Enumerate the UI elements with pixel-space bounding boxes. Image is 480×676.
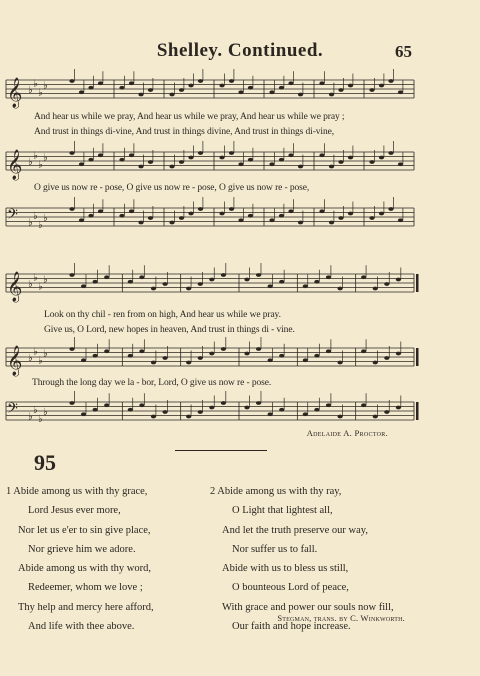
note-head — [348, 212, 353, 216]
note-head — [388, 207, 393, 211]
note-head — [162, 282, 167, 286]
verse-line: O Light that lightest all, — [232, 505, 333, 517]
lyric-line: Look on thy chil - ren from on high, And hear us while we pray. — [44, 310, 281, 320]
verse-line: Abide among us with thy word, — [18, 563, 151, 575]
note-head — [129, 209, 134, 213]
note-head — [379, 84, 384, 88]
note-head — [186, 287, 191, 291]
verse-line: 2 Abide among us with thy ray, — [210, 486, 342, 497]
note-head — [138, 221, 143, 225]
verse-line: Nor suffer us to fall. — [232, 543, 318, 555]
note-head — [188, 212, 193, 216]
treble-clef-icon: 𝄞 — [7, 78, 23, 108]
note-head — [138, 93, 143, 97]
note-head — [93, 408, 98, 412]
flat-icon: ♭ — [28, 279, 33, 290]
note-head — [128, 354, 133, 358]
verse-line: Nor grieve him we adore. — [28, 543, 136, 555]
verse-line: O bounteous Lord of peace, — [232, 582, 349, 594]
note-head — [329, 93, 334, 97]
note-head — [169, 221, 174, 225]
note-head — [279, 354, 284, 358]
treble-clef-icon: 𝄞 — [7, 150, 23, 180]
note-head — [326, 275, 331, 279]
note-head — [188, 84, 193, 88]
note-head — [314, 408, 319, 412]
page-title: Shelley. Continued. — [156, 40, 324, 61]
note-head — [319, 153, 324, 157]
note-head — [198, 410, 203, 414]
flat-icon: ♭ — [43, 348, 48, 360]
note-head — [104, 349, 109, 353]
note-head — [348, 84, 353, 88]
note-head — [186, 415, 191, 419]
flat-icon: ♭ — [38, 159, 43, 171]
note-head — [88, 158, 93, 162]
note-head — [79, 218, 84, 222]
note-head — [198, 356, 203, 360]
note-head — [79, 162, 84, 166]
note-head — [88, 86, 93, 90]
note-head — [148, 216, 153, 220]
note-head — [256, 401, 261, 405]
note-head — [288, 81, 293, 85]
note-head — [119, 86, 124, 90]
flat-icon: ♭ — [28, 217, 33, 229]
note-head — [209, 406, 214, 410]
note-head — [279, 408, 284, 412]
note-head — [69, 151, 74, 155]
note-head — [129, 153, 134, 157]
note-head — [314, 354, 319, 358]
final-barline — [416, 274, 419, 292]
note-head — [229, 151, 234, 155]
note-head — [219, 156, 224, 160]
note-head — [248, 214, 253, 218]
lyric-line: And hear us while we pray, And hear us while we pray, And hear us while we pray ; — [34, 112, 345, 122]
note-head — [398, 218, 403, 222]
treble-staff-1b — [0, 148, 480, 178]
note-head — [244, 352, 249, 356]
note-head — [298, 165, 303, 169]
note-head — [186, 361, 191, 365]
note-head — [314, 280, 319, 284]
note-head — [361, 349, 366, 353]
note-head — [93, 354, 98, 358]
lyric-line: O give us now re - pose, O give us now re - pose, O give us now re - pose, — [34, 183, 310, 193]
note-head — [279, 158, 284, 162]
verse-line: And let the truth preserve our way, — [222, 524, 368, 536]
note-head — [238, 218, 243, 222]
note-head — [326, 349, 331, 353]
flat-icon: ♭ — [33, 150, 38, 162]
final-barline — [416, 348, 419, 366]
note-head — [148, 88, 153, 92]
note-head — [384, 410, 389, 414]
flat-icon: ♭ — [43, 152, 48, 164]
note-head — [369, 216, 374, 220]
note-head — [329, 221, 334, 225]
note-head — [169, 165, 174, 169]
bass-clef-icon: 𝄢 — [7, 400, 18, 421]
verse-line: With grace and power our souls now fill, — [222, 601, 394, 613]
note-head — [338, 216, 343, 220]
note-head — [361, 403, 366, 407]
flat-icon: ♭ — [33, 272, 38, 284]
lyric-line: Through the long day we la - bor, Lord, O give us now re - pose. — [32, 378, 272, 388]
note-head — [269, 90, 274, 94]
flat-icon: ♭ — [28, 411, 33, 423]
note-head — [148, 160, 153, 164]
note-head — [179, 88, 184, 92]
note-head — [219, 84, 224, 88]
note-head — [369, 160, 374, 164]
bass-staff-2 — [0, 398, 480, 428]
note-head — [269, 218, 274, 222]
note-head — [288, 209, 293, 213]
flat-icon: ♭ — [43, 407, 48, 418]
note-head — [139, 349, 144, 353]
note-head — [219, 212, 224, 216]
note-head — [128, 280, 133, 284]
treble-staff-2b — [0, 344, 480, 374]
note-head — [373, 361, 378, 365]
flat-icon: ♭ — [33, 404, 38, 416]
note-head — [319, 81, 324, 85]
note-head — [248, 86, 253, 90]
note-head — [373, 287, 378, 291]
bass-staff-1 — [0, 204, 480, 234]
verse-line: Nor let us e'er to sin give place, — [18, 524, 151, 536]
note-head — [198, 282, 203, 286]
note-head — [128, 408, 133, 412]
note-head — [388, 79, 393, 83]
note-head — [244, 278, 249, 282]
note-head — [98, 81, 103, 85]
note-head — [98, 209, 103, 213]
page-number: 65 — [395, 42, 412, 61]
note-head — [398, 162, 403, 166]
note-head — [268, 284, 273, 288]
verse-line: Thy help and mercy here afford, — [18, 601, 154, 613]
note-head — [398, 90, 403, 94]
note-head — [162, 356, 167, 360]
note-head — [329, 165, 334, 169]
note-head — [268, 412, 273, 416]
lyric-line: And trust in things di-vine, And trust in things divine, And trust in things di-vine, — [34, 127, 334, 137]
note-head — [81, 284, 86, 288]
note-head — [104, 403, 109, 407]
note-head — [119, 214, 124, 218]
note-head — [169, 93, 174, 97]
note-head — [384, 356, 389, 360]
flat-icon: ♭ — [33, 346, 38, 358]
note-head — [338, 88, 343, 92]
flat-icon: ♭ — [28, 157, 33, 168]
note-head — [209, 278, 214, 282]
flat-icon: ♭ — [28, 85, 33, 96]
note-head — [139, 403, 144, 407]
note-head — [98, 153, 103, 157]
flat-icon: ♭ — [38, 87, 43, 99]
verse-1 — [6, 482, 154, 636]
flat-icon: ♭ — [43, 213, 48, 224]
note-head — [229, 79, 234, 83]
note-head — [104, 275, 109, 279]
flat-icon: ♭ — [43, 80, 48, 92]
bass-clef-icon: 𝄢 — [7, 206, 18, 227]
note-head — [279, 280, 284, 284]
note-head — [221, 347, 226, 351]
note-head — [69, 207, 74, 211]
note-head — [337, 361, 342, 365]
note-head — [248, 158, 253, 162]
note-head — [151, 361, 156, 365]
flat-icon: ♭ — [33, 210, 38, 222]
note-head — [151, 415, 156, 419]
note-head — [337, 415, 342, 419]
note-head — [221, 401, 226, 405]
note-head — [396, 278, 401, 282]
note-head — [139, 275, 144, 279]
note-head — [369, 88, 374, 92]
divider — [175, 450, 267, 451]
lyric-line: Give us, O Lord, new hopes in heaven, And trust in things di - vine. — [44, 325, 295, 335]
note-head — [279, 86, 284, 90]
note-head — [373, 415, 378, 419]
note-head — [326, 403, 331, 407]
treble-clef-icon: 𝄞 — [7, 272, 23, 302]
note-head — [69, 79, 74, 83]
note-head — [198, 79, 203, 83]
note-head — [138, 165, 143, 169]
note-head — [179, 160, 184, 164]
flat-icon: ♭ — [38, 219, 43, 231]
note-head — [79, 90, 84, 94]
note-head — [129, 81, 134, 85]
flat-icon: ♭ — [43, 274, 48, 286]
verse-line: And life with thee above. — [28, 621, 135, 633]
note-head — [338, 160, 343, 164]
note-head — [188, 156, 193, 160]
note-head — [298, 93, 303, 97]
verse-line: Our faith and hope increase. — [232, 621, 351, 633]
note-head — [256, 347, 261, 351]
verse-line: 1 Abide among us with thy grace, — [6, 486, 148, 497]
flat-icon: ♭ — [38, 355, 43, 367]
note-head — [93, 280, 98, 284]
note-head — [238, 90, 243, 94]
note-head — [119, 158, 124, 162]
note-head — [244, 406, 249, 410]
note-head — [69, 273, 74, 277]
note-head — [268, 358, 273, 362]
note-head — [319, 209, 324, 213]
note-head — [151, 287, 156, 291]
verse-line: Abide with us to bless us still, — [222, 563, 349, 575]
note-head — [279, 214, 284, 218]
note-head — [69, 401, 74, 405]
note-head — [69, 347, 74, 351]
note-head — [384, 282, 389, 286]
note-head — [256, 273, 261, 277]
note-head — [81, 412, 86, 416]
note-head — [388, 151, 393, 155]
translation-credit: Stegman, trans. by C. Winkworth. — [277, 613, 405, 623]
note-head — [396, 406, 401, 410]
note-head — [81, 358, 86, 362]
note-head — [238, 162, 243, 166]
note-head — [379, 156, 384, 160]
note-head — [221, 273, 226, 277]
note-head — [209, 352, 214, 356]
note-head — [179, 216, 184, 220]
verse-line: Redeemer, whom we love ; — [28, 582, 143, 594]
final-barline — [416, 402, 419, 420]
flat-icon: ♭ — [33, 78, 38, 90]
hymn-number: 95 — [34, 450, 56, 475]
treble-staff-2a — [0, 270, 480, 300]
note-head — [198, 207, 203, 211]
note-head — [337, 287, 342, 291]
note-head — [162, 410, 167, 414]
note-head — [269, 162, 274, 166]
flat-icon: ♭ — [28, 353, 33, 364]
note-head — [288, 153, 293, 157]
treble-staff-1a — [0, 76, 480, 106]
treble-clef-icon: 𝄞 — [7, 346, 23, 376]
flat-icon: ♭ — [38, 413, 43, 425]
note-head — [396, 352, 401, 356]
note-head — [303, 284, 308, 288]
note-head — [229, 207, 234, 211]
verse-line: Lord Jesus ever more, — [28, 505, 121, 517]
note-head — [303, 412, 308, 416]
note-head — [198, 151, 203, 155]
flat-icon: ♭ — [38, 281, 43, 293]
note-head — [303, 358, 308, 362]
music-attribution: Adelaide A. Proctor. — [306, 428, 388, 438]
note-head — [379, 212, 384, 216]
note-head — [361, 275, 366, 279]
note-head — [298, 221, 303, 225]
note-head — [348, 156, 353, 160]
note-head — [88, 214, 93, 218]
